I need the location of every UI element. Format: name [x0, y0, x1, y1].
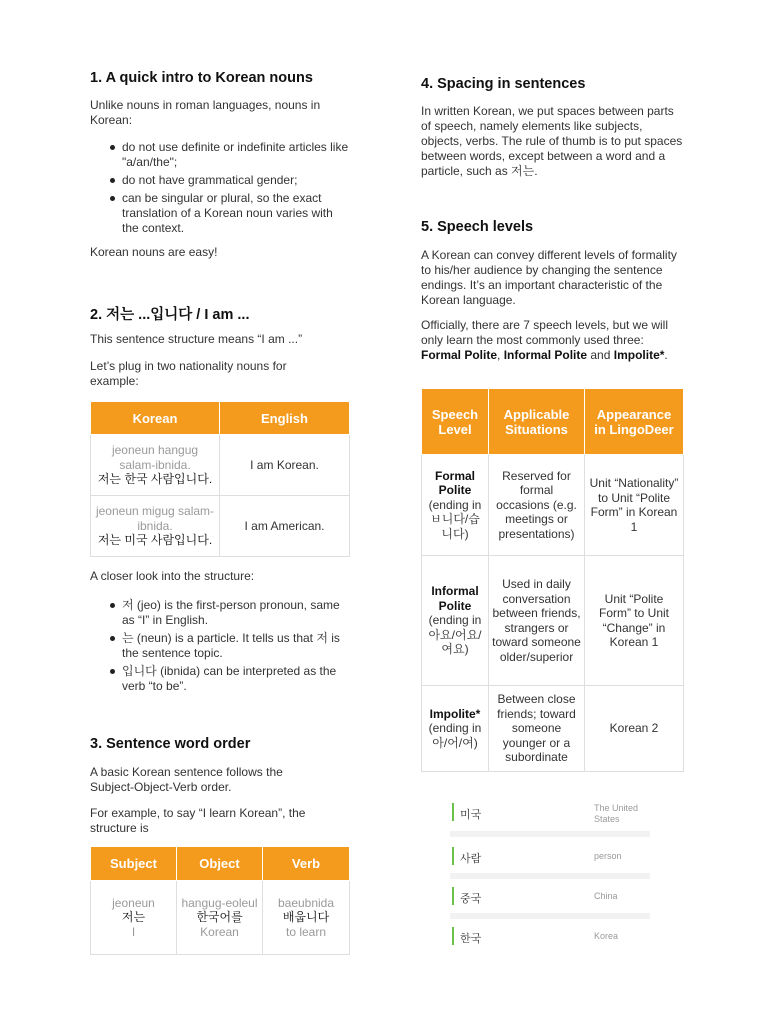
table-header: Verb: [263, 847, 350, 881]
vocab-marker: [452, 927, 454, 945]
section1-title: 1. A quick intro to Korean nouns: [90, 70, 313, 86]
informal-polite-label: Informal Polite: [503, 348, 588, 362]
speech-level-ending: (ending in 아요/어요/여요): [428, 613, 482, 657]
table-row: [91, 496, 350, 557]
vocab-english: The United States: [594, 803, 639, 824]
speech-level-name: Informal Polite: [431, 584, 479, 613]
korean-text: 저는 미국 사람입니다.: [97, 533, 213, 548]
section2-bullets: [90, 598, 352, 697]
list-item: 입니다 (ibnida) can be interpreted as the verb “to be”.: [90, 664, 352, 694]
vocab-divider: [450, 873, 650, 879]
vocab-item: [450, 847, 650, 867]
vocab-divider: [450, 913, 650, 919]
speech-level-ending: (ending in ㅂ니다/습니다): [428, 497, 482, 541]
english-text: to learn: [285, 924, 327, 939]
table-header: English: [220, 402, 350, 435]
table-row: [91, 881, 350, 955]
list-item: can be singular or plural, so the exact translation of a Korean noun varies with the context.: [90, 191, 352, 236]
vocab-list: [450, 800, 650, 950]
section4-p1: In written Korean, we put spaces between parts of speech, namely elements like subjects, objects, verbs. The rule of thumb is to put spaces between words, except between a word and a particle, such as 저는.: [421, 104, 683, 178]
vocab-marker: [452, 803, 454, 821]
table-cell: I am Korean.: [220, 435, 350, 496]
table-cell: [422, 686, 489, 772]
section1-bullets: [90, 140, 352, 239]
korean-text: 한국어를: [196, 910, 243, 925]
speech-level-name: Impolite*: [429, 706, 481, 721]
section3-p1: A basic Korean sentence follows the Subject-Object-Verb order.: [90, 765, 283, 794]
vocab-english: person: [594, 851, 622, 861]
table-header: Speech Level: [422, 389, 489, 455]
vocab-item: [450, 803, 650, 823]
table-cell: Used in daily conversation between friends, strangers or toward someone older/superior: [489, 556, 585, 686]
list-item: 저 (jeo) is the first-person pronoun, same as “I” in English.: [90, 598, 352, 628]
table-header: Subject: [91, 847, 177, 881]
romanization: hangug-eoleul: [181, 895, 258, 910]
speech-level-name: Formal Polite: [434, 468, 475, 498]
table-cell: [422, 556, 489, 686]
section5-title: 5. Speech levels: [421, 219, 534, 235]
word-order-table: [90, 846, 350, 955]
korean-text: 저는 한국 사람입니다.: [97, 472, 213, 487]
list-item: 는 (neun) is a particle. It tells us that 저 is the sentence topic.: [90, 631, 352, 661]
table-cell: Unit “Nationality” to Unit “Polite Form” in Korean 1: [585, 455, 684, 556]
impolite-label: Impolite*: [613, 348, 665, 362]
vocab-english: Korea: [594, 931, 619, 941]
section1-intro: Unlike nouns in roman languages, nouns in Korean:: [90, 98, 321, 127]
section3-title: 3. Sentence word order: [90, 736, 251, 752]
table-row: [422, 455, 684, 556]
table-cell: Korean 2: [585, 686, 684, 772]
list-item: do not use definite or indefinite articles like "a/an/the";: [90, 140, 352, 170]
table-cell: [91, 435, 220, 496]
table-cell: [91, 881, 177, 955]
english-text: Korean: [200, 924, 239, 939]
text: Officially, there are 7 speech levels, but we will only learn the most commonly used three:: [421, 318, 669, 347]
table-cell: Between close friends; toward someone younger or a subordinate: [489, 686, 585, 772]
section4-title: 4. Spacing in sentences: [421, 76, 586, 92]
nationality-table: [90, 401, 350, 557]
section5-p2: [421, 318, 683, 363]
romanization: jeoneun migug salam-ibnida.: [95, 504, 215, 533]
table-header: Appearance in LingoDeer: [585, 389, 684, 455]
vocab-item: [450, 887, 650, 907]
korean-text: 저는: [121, 910, 146, 925]
vocab-korean: 중국: [460, 893, 482, 905]
section2-title: 2. 저는 ...입니다 / I am ...: [90, 307, 250, 323]
table-row: [422, 556, 684, 686]
section1-outro: Korean nouns are easy!: [90, 245, 218, 259]
table-row: [422, 686, 684, 772]
vocab-divider: [450, 831, 650, 837]
vocab-marker: [452, 887, 454, 905]
section2-p1: This sentence structure means “I am ...”: [90, 332, 303, 346]
table-cell: Reserved for formal occasions (e.g. meetings or presentations): [489, 455, 585, 556]
speech-level-ending: (ending in 아/어/여): [428, 721, 482, 750]
section2-p2: Let’s plug in two nationality nouns for example:: [90, 359, 287, 388]
table-header: Object: [177, 847, 263, 881]
table-cell: [422, 455, 489, 556]
table-header: Korean: [91, 402, 220, 435]
table-header: Applicable Situations: [489, 389, 585, 455]
text: ,: [497, 348, 504, 362]
table-cell: Unit “Polite Form” to Unit “Change” in Korean 1: [585, 556, 684, 686]
english-text: I: [131, 924, 136, 939]
section3-p2: For example, to say “I learn Korean”, the structure is: [90, 806, 306, 835]
text: .: [664, 348, 668, 362]
list-item: do not have grammatical gender;: [90, 173, 352, 188]
table-cell: [177, 881, 263, 955]
vocab-korean: 사람: [460, 853, 482, 865]
table-cell: [91, 496, 220, 557]
vocab-marker: [452, 847, 454, 865]
section5-p1: A Korean can convey different levels of formality to his/her audience by changing the sentence endings. It’s an important characteristic of the Korean language.: [421, 248, 677, 307]
table-row: [91, 435, 350, 496]
romanization: baeubnida: [277, 895, 335, 910]
vocab-korean: 미국: [460, 809, 482, 821]
table-cell: [263, 881, 350, 955]
speech-levels-table: [421, 388, 684, 772]
section2-p3: A closer look into the structure:: [90, 569, 255, 583]
text: and: [587, 348, 614, 362]
formal-polite-label: Formal Polite: [421, 348, 498, 362]
vocab-english: China: [594, 891, 618, 901]
table-cell: I am American.: [220, 496, 350, 557]
korean-text: 배웁니다: [282, 910, 330, 925]
romanization: jeoneun: [112, 895, 155, 910]
romanization: jeoneun hangug salam-ibnida.: [111, 443, 199, 472]
vocab-korean: 한국: [460, 933, 482, 945]
vocab-item: [450, 927, 650, 947]
